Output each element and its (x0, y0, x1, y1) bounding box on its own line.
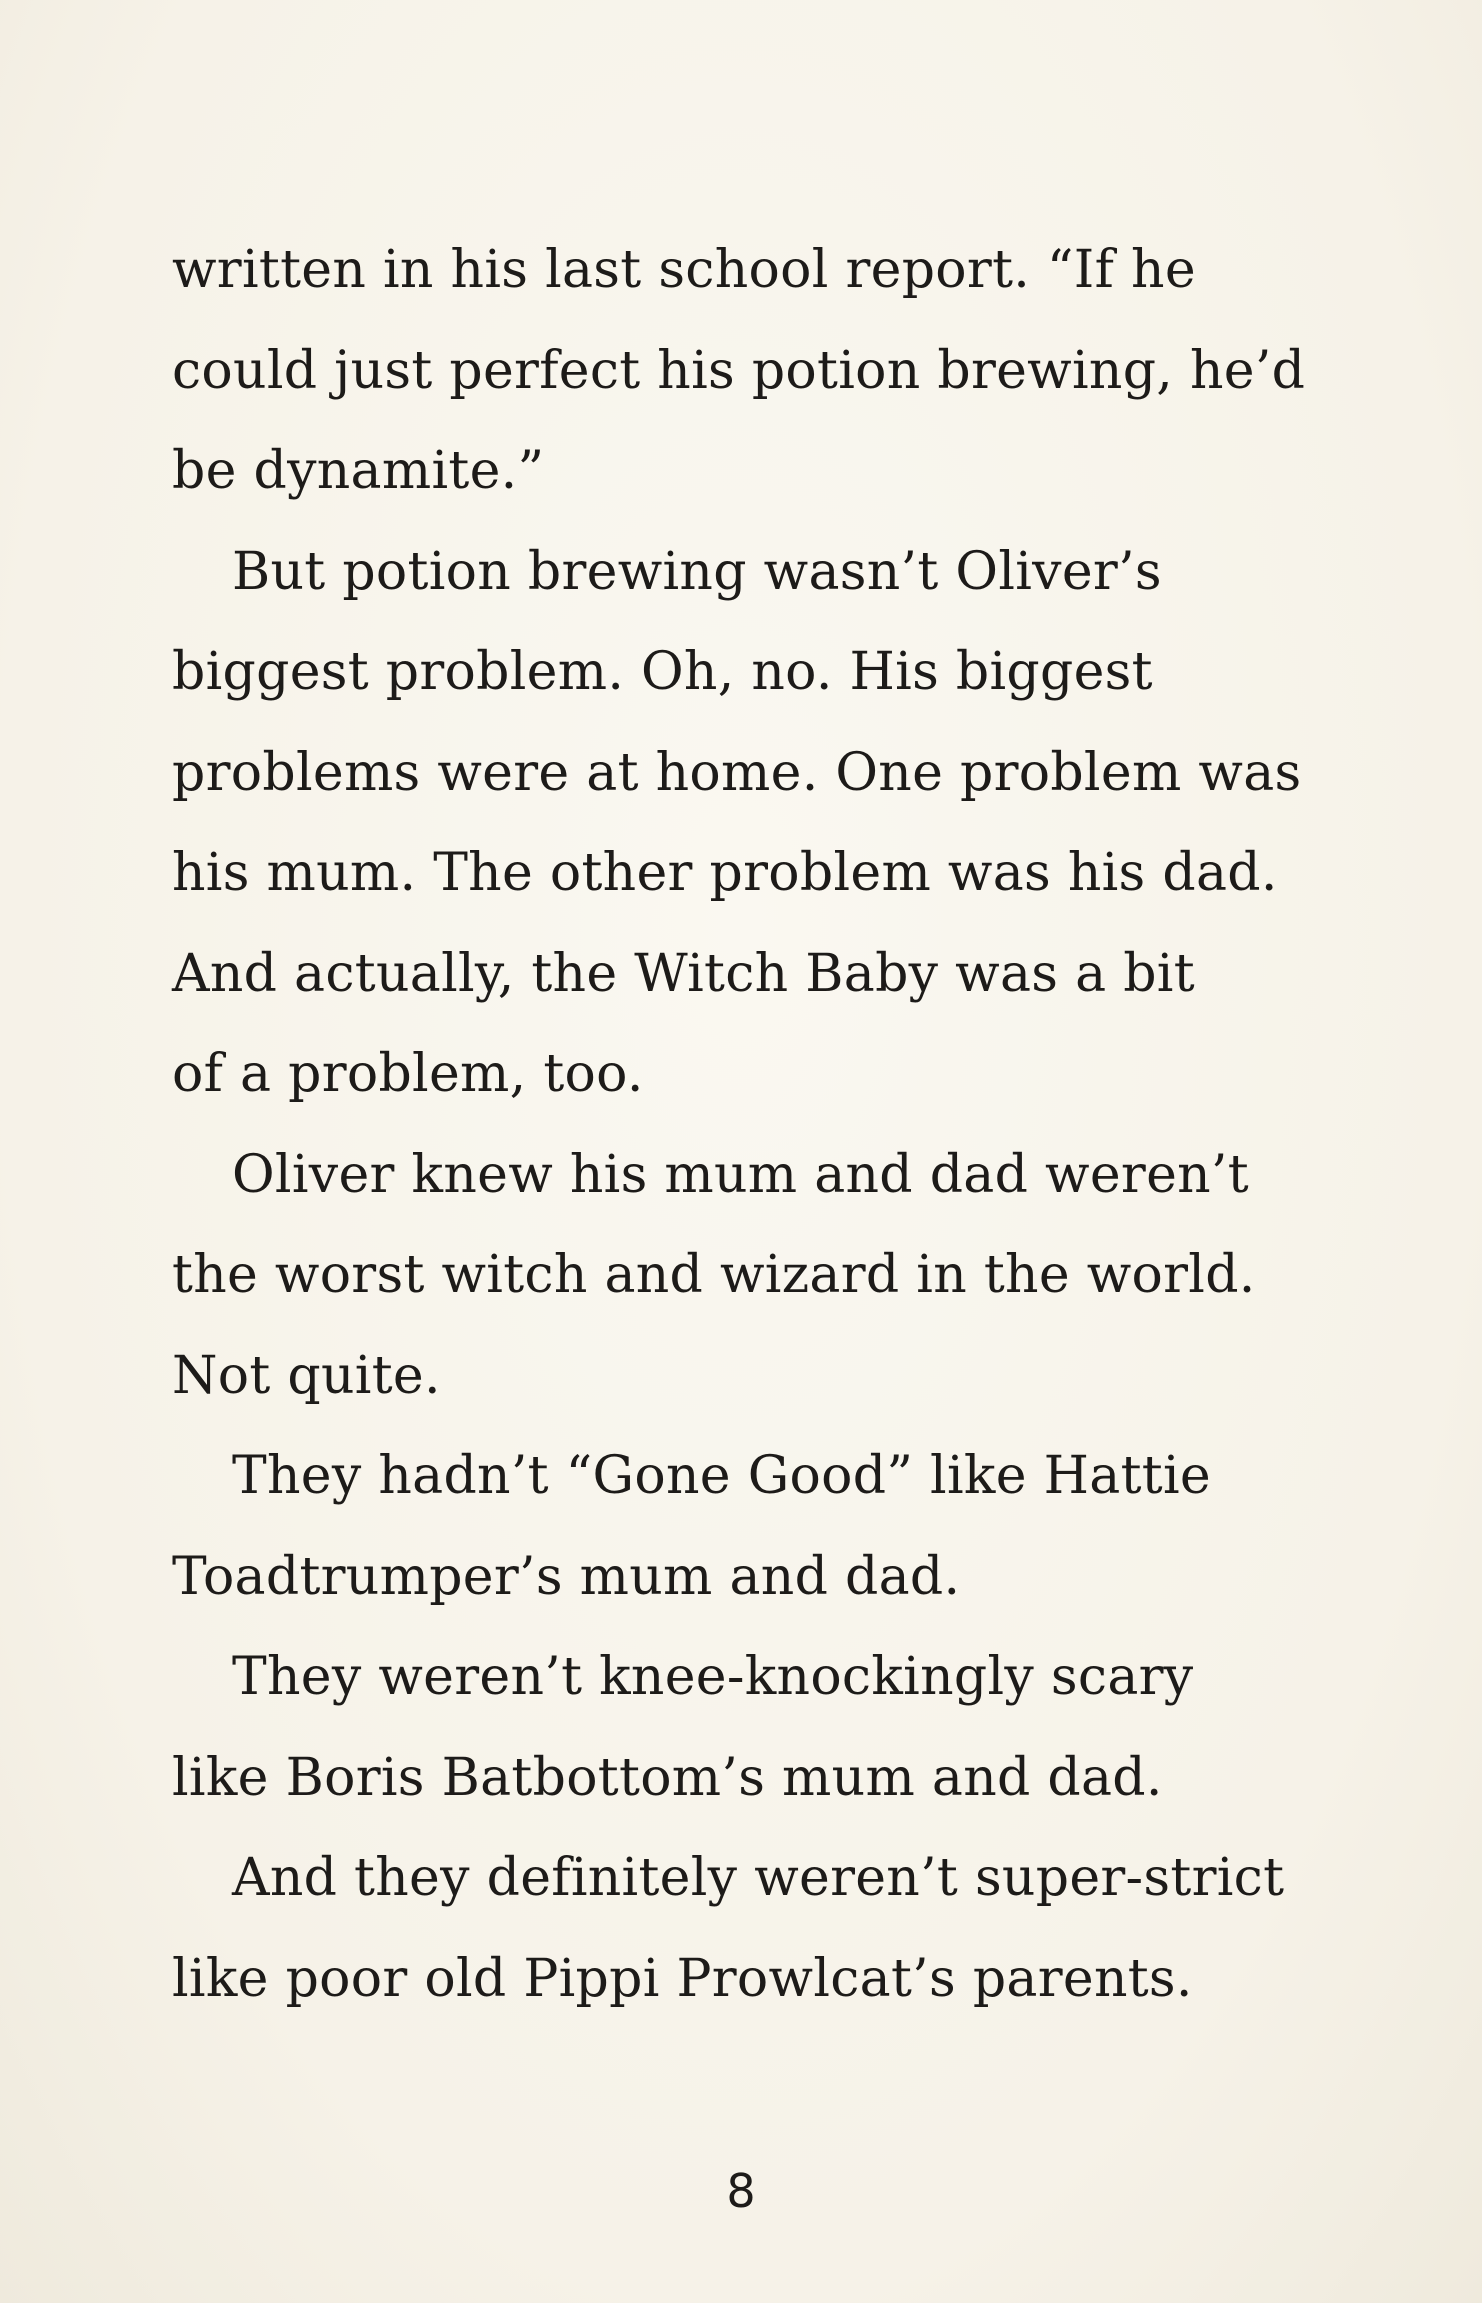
page-number: 8 (726, 2164, 756, 2218)
text-line: And actually, the Witch Baby was a bit (172, 943, 1195, 1004)
text-line: But potion brewing wasn’t Oliver’s (232, 541, 1162, 602)
text-line: problems were at home. One problem was (172, 742, 1302, 803)
text-line: be dynamite.” (172, 441, 545, 501)
text-line: Oliver knew his mum and dad weren’t (232, 1144, 1249, 1205)
text-line: biggest problem. Oh, no. His biggest (172, 642, 1153, 702)
text-line: could just perfect his potion brewing, he’d (172, 340, 1306, 401)
text-line: his mum. The other problem was his dad. (172, 843, 1278, 903)
text-line: Not quite. (172, 1345, 441, 1406)
text-line: They hadn’t “Gone Good” like Hattie (232, 1446, 1211, 1506)
body-text (172, 220, 1322, 2029)
text-line: like Boris Batbottom’s mum and dad. (172, 1747, 1163, 1808)
text-line: like poor old Pippi Prowlcat’s parents. (172, 1948, 1193, 2009)
text-line: the worst witch and wizard in the world. (172, 1245, 1256, 1305)
text-line: Toadtrumper’s mum and dad. (172, 1546, 961, 1607)
text-line: And they definitely weren’t super-strict (232, 1848, 1285, 1908)
text-line: They weren’t knee-knockingly scary (232, 1647, 1194, 1707)
text-line: written in his last school report. “If he (172, 240, 1196, 300)
text-line: of a problem, too. (172, 1044, 644, 1104)
